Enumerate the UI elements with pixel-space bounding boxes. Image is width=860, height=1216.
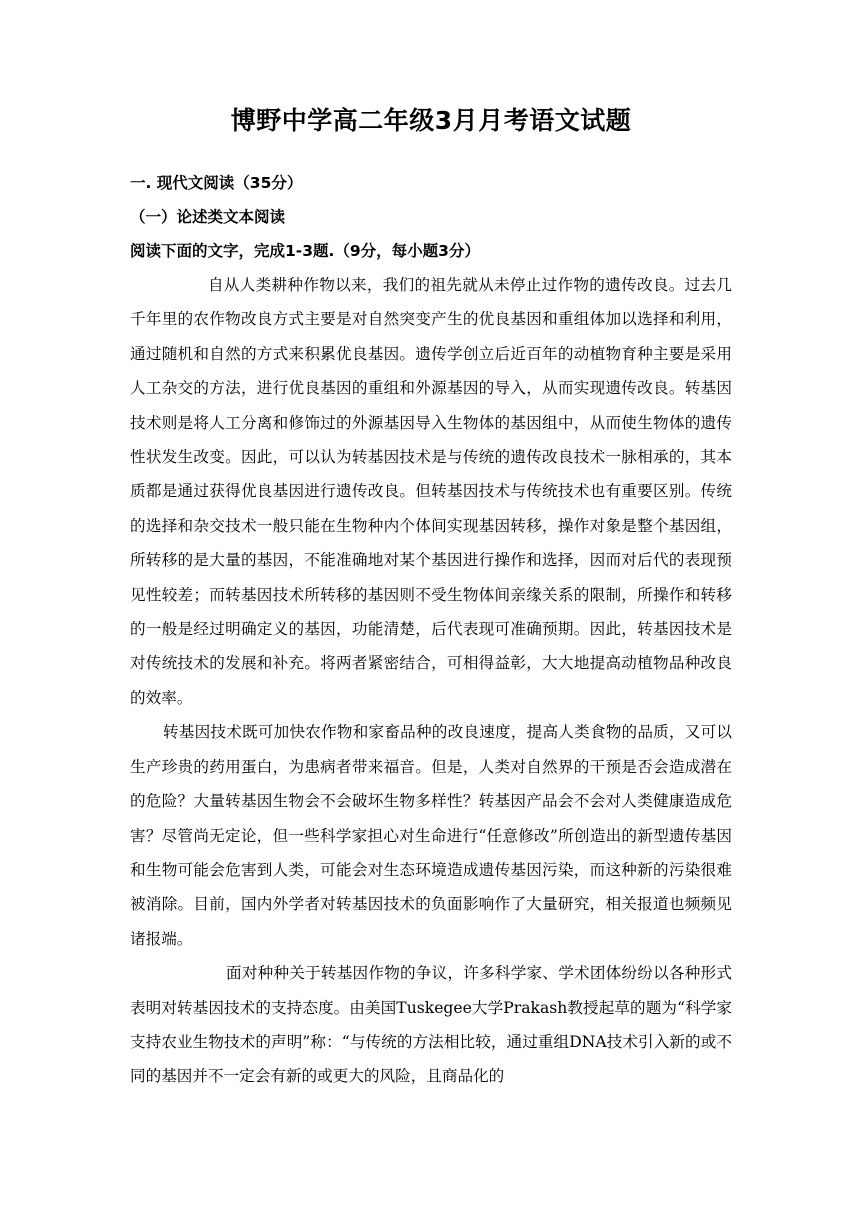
paragraph-3: 面对种种关于转基因作物的争议，许多科学家、学术团体纷纷以各种形式表明对转基因技术的支持态度。由美国Tuskegee大学Prakash教授起草的题为“科学家支持农业生物技术的声明”称：“与传统的方法相比较，通过重组DNA技术引入新的或不同的基因并不一定会有新的或更大的风险，且商品化的 (130, 964, 732, 1086)
document-title: 博野中学高二年级3月月考语文试题 (230, 106, 632, 135)
section-heading: 一. 现代文阅读（35分） (130, 174, 303, 192)
reading-instruction: 阅读下面的文字，完成1-3题.（9分，每小题3分） (130, 242, 480, 260)
document-page (130, 100, 732, 1094)
paragraph-2: 转基因技术既可加快农作物和家畜品种的改良速度，提高人类食物的品质，又可以生产珍贵的药用蛋白，为患病者带来福音。但是，人类对自然界的干预是否会造成潜在的危险？大量转基因生物会不会破坏生物多样性？转基因产品会不会对人类健康造成危害？尽管尚无定论，但一些科学家担心对生命进行“任意修改”所创造出的新型遗传基因和生物可能会危害到人类，可能会对生态环境造成遗传基因污染，而这种新的污染很难被消除。目前，国内外学者对转基因技术的负面影响作了大量研究，相关报道也频频见诸报端。 (130, 723, 732, 948)
paragraph-1: 自从人类耕种作物以来，我们的祖先就从未停止过作物的遗传改良。过去几千年里的农作物改良方式主要是对自然突变产生的优良基因和重组体加以选择和利用，通过随机和自然的方式来积累优良基因。遗传学创立后近百年的动植物育种主要是采用人工杂交的方法，进行优良基因的重组和外源基因的导入，从而实现遗传改良。转基因技术则是将人工分离和修饰过的外源基因导入生物体的基因组中，从而使生物体的遗传性状发生改变。因此，可以认为转基因技术是与传统的遗传改良技术一脉相承的，其本质都是通过获得优良基因进行遗传改良。但转基因技术与传统技术也有重要区别。传统的选择和杂交技术一般只能在生物种内个体间实现基因转移，操作对象是整个基因组，所转移的是大量的基因，不能准确地对某个基因进行操作和选择，因而对后代的表现预见性较差；而转基因技术所转移的基因则不受生物体间亲缘关系的限制，所操作和转移的一般是经过明确定义的基因，功能清楚，后代表现可准确预期。因此，转基因技术是对传统技术的发展和补充。将两者紧密结合，可相得益彰，大大地提高动植物品种改良的效率。 (130, 276, 732, 707)
subsection-heading: （一）论述类文本阅读 (130, 208, 286, 226)
